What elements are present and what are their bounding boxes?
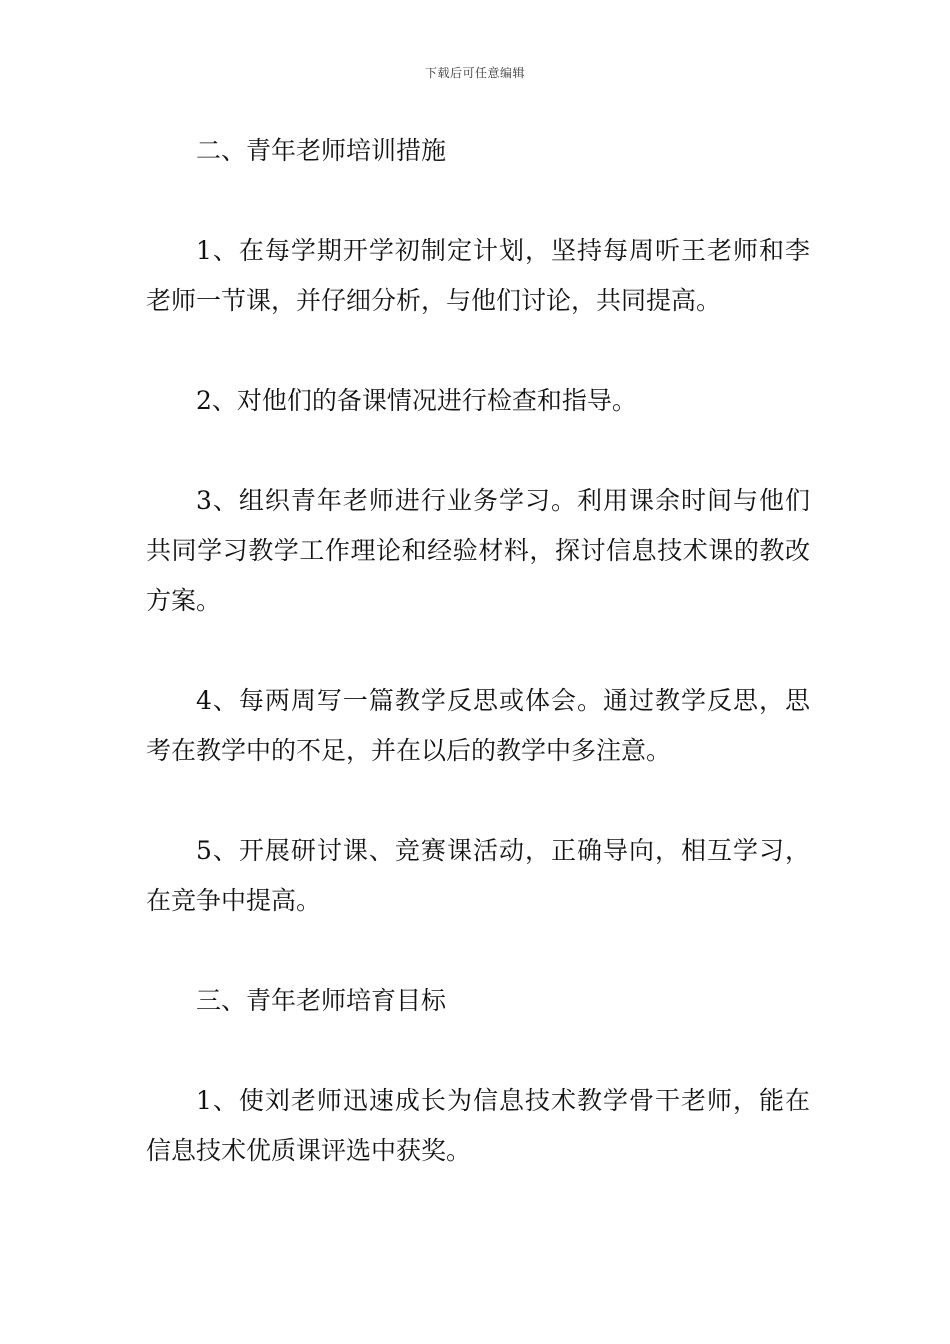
paragraph-goal-1: 1、使刘老师迅速成长为信息技术教学骨干老师，能在信息技术优质课评选中获奖。 (146, 1086, 810, 1165)
paragraph-measure-5: 5、开展研讨课、竞赛课活动，正确导向，相互学习，在竞争中提高。 (146, 836, 810, 915)
page-header-note: 下载后可任意编辑 (424, 66, 525, 80)
section-heading-training-goals: 三、青年老师培育目标 (196, 986, 447, 1015)
document-body (146, 126, 810, 1226)
paragraph-measure-4: 4、每两周写一篇教学反思或体会。通过教学反思，思考在教学中的不足，并在以后的教学中多注意。 (146, 686, 810, 765)
paragraph-measure-1: 1、在每学期开学初制定计划，坚持每周听王老师和李老师一节课，并仔细分析，与他们讨论，共同提高。 (146, 236, 810, 315)
section-heading-training-measures: 二、青年老师培训措施 (196, 136, 447, 165)
paragraph-measure-2: 2、对他们的备课情况进行检查和指导。 (196, 386, 637, 415)
paragraph-measure-3: 3、组织青年老师进行业务学习。利用课余时间与他们共同学习教学工作理论和经验材料，探讨信息技术课的教改方案。 (146, 486, 810, 615)
